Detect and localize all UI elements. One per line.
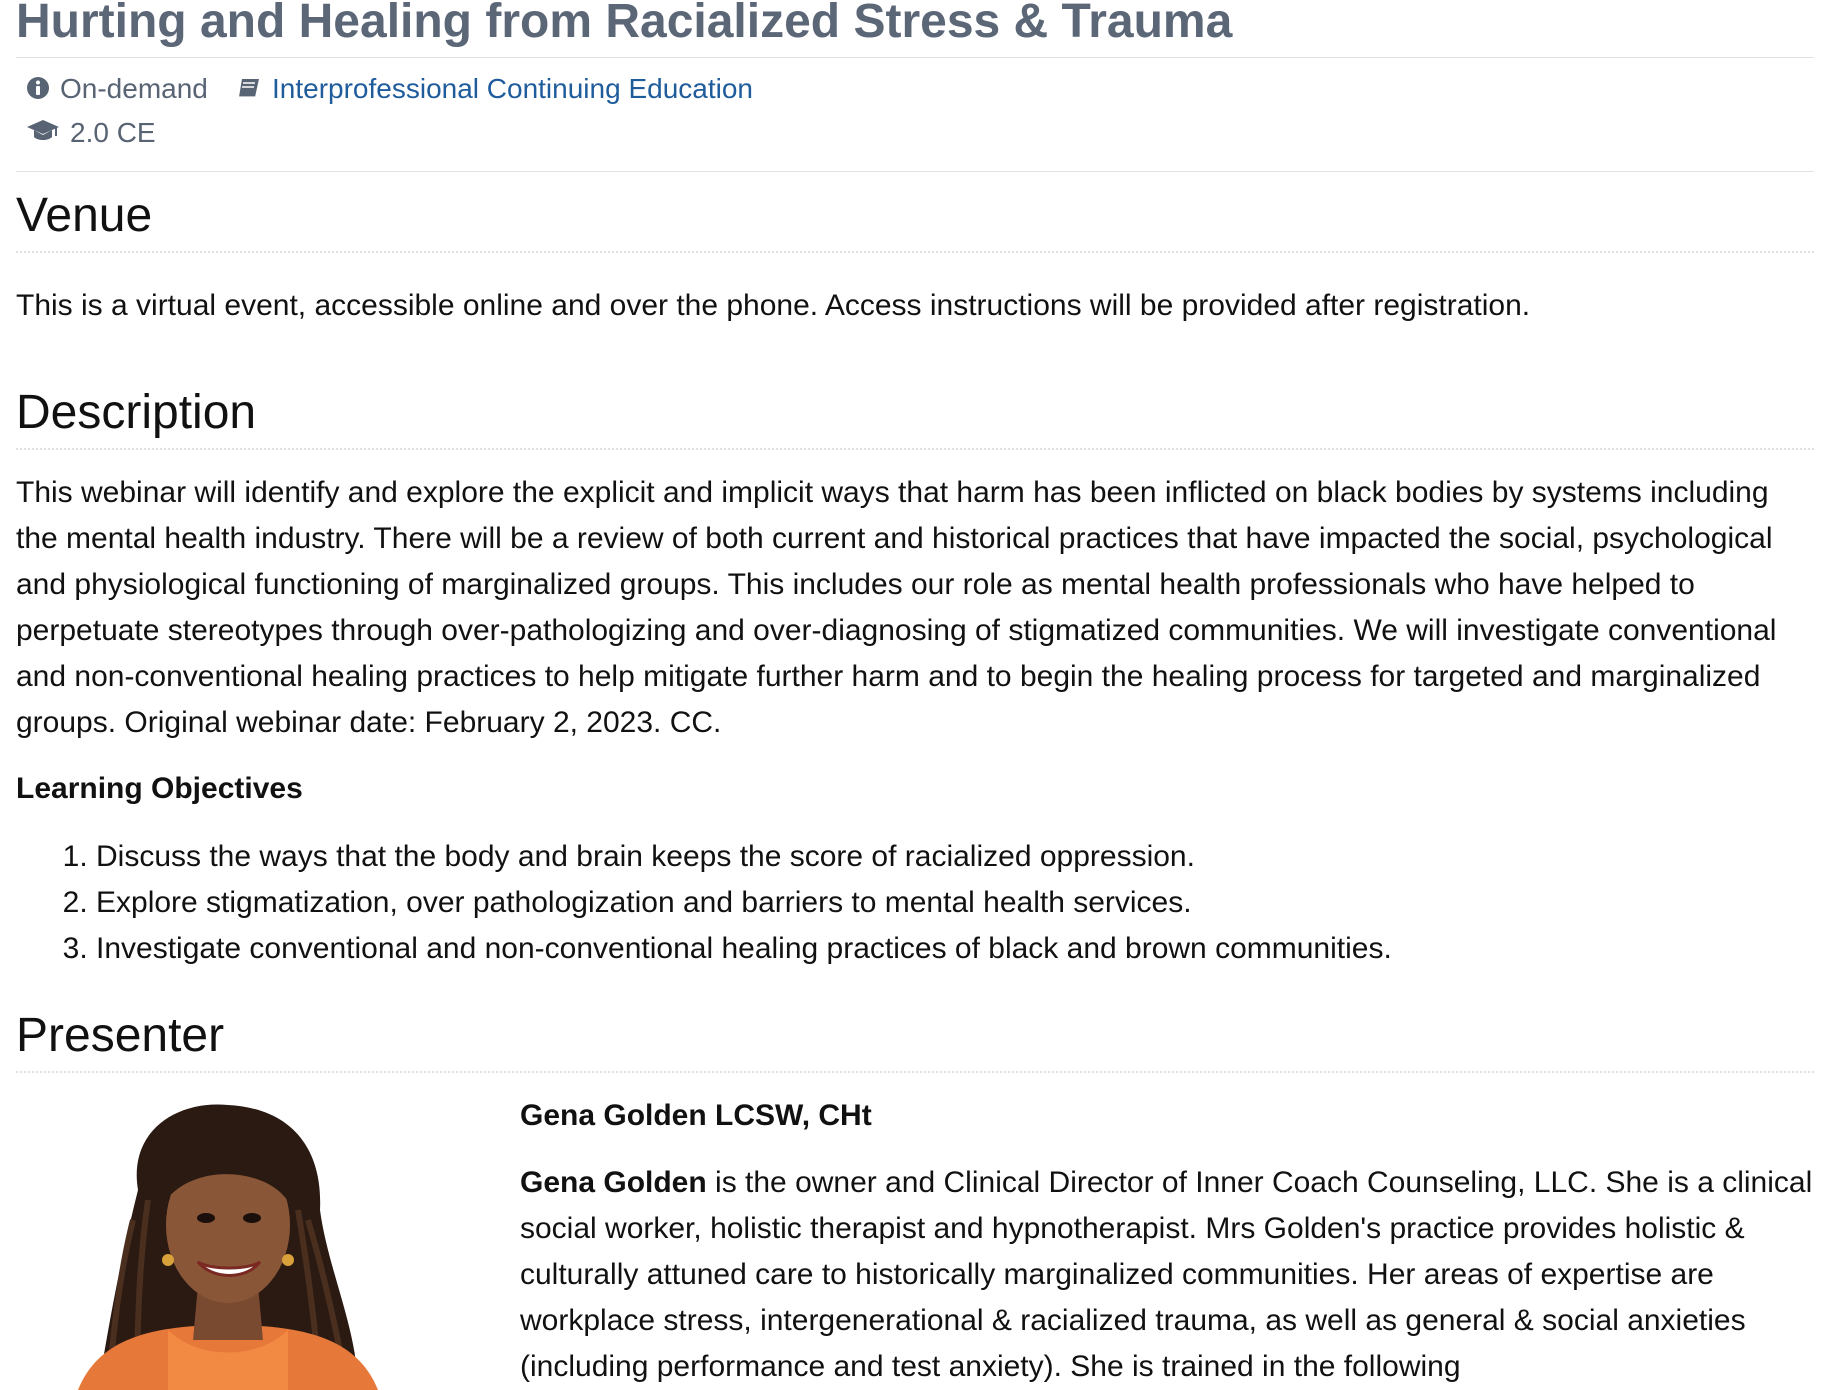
venue-divider xyxy=(16,251,1814,253)
category-link[interactable]: Interprofessional Continuing Education xyxy=(272,73,753,104)
book-icon xyxy=(236,74,262,108)
presenter-heading: Presenter xyxy=(16,1009,225,1062)
description-divider xyxy=(16,448,1814,450)
format-label: On-demand xyxy=(60,73,208,104)
presenter-bio-text: is the owner and Clinical Director of Inner Coach Counseling, LLC. She is a clinical social worker, holistic therapist and hypnotherapist. Mrs Golden's practice provides holistic & culturally attuned care to historically marginalized communities. Her areas of expertise are workplace stress, intergenerational & racialized trauma, as well as general & social anxieties (including performance and test anxiety). She is trained in the following xyxy=(520,1166,1813,1383)
page-title: Hurting and Healing from Racialized Stress & Trauma xyxy=(16,0,1233,48)
format-meta xyxy=(26,72,208,108)
presenter-name: Gena Golden LCSW, CHt xyxy=(520,1099,872,1132)
presenter-photo xyxy=(58,1100,398,1390)
objective-item: 1. Discuss the ways that the body and brain keeps the score of racialized oppression. xyxy=(96,834,1392,880)
presenter-bio xyxy=(520,1160,1820,1390)
description-text: This webinar will identify and explore the explicit and implicit ways that harm has been inflicted on black bodies by systems including the mental health industry. There will be a review of both current and historical practices that have impacted the social, psychological and physiological functioning of marginalized groups. This includes our role as mental health professionals who have helped to perpetuate stereotypes through over-pathologizing and over-diagnosing of stigmatized communities. We will investigate conventional and non-conventional healing practices to help mitigate further harm and to begin the healing process for targeted and marginalized groups. Original webinar date: February 2, 2023. CC. xyxy=(16,476,1777,739)
presenter-bio-name: Gena Golden xyxy=(520,1166,707,1199)
credits-meta xyxy=(26,116,156,152)
credits-label: 2.0 CE xyxy=(70,117,156,148)
category-meta[interactable] xyxy=(236,72,753,108)
venue-heading: Venue xyxy=(16,189,153,242)
objective-item: 2. Explore stigmatization, over pathologization and barriers to mental health services. xyxy=(96,880,1392,926)
graduation-cap-icon xyxy=(26,118,60,152)
objective-item: 3. Investigate conventional and non-conventional healing practices of black and brown communities. xyxy=(96,926,1392,972)
title-divider xyxy=(16,57,1814,58)
info-circle-icon xyxy=(26,74,50,108)
description-heading: Description xyxy=(16,386,257,439)
meta-divider xyxy=(16,171,1814,172)
presenter-divider xyxy=(16,1071,1814,1073)
objectives-list xyxy=(16,834,1392,972)
venue-text: This is a virtual event, accessible online and over the phone. Access instructions will be provided after registration. xyxy=(16,289,1531,322)
objectives-heading: Learning Objectives xyxy=(16,772,303,805)
